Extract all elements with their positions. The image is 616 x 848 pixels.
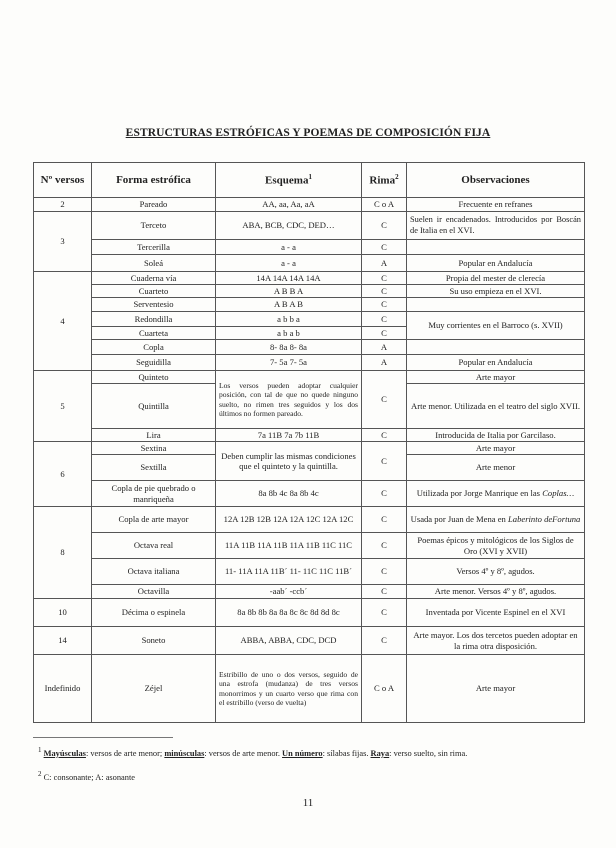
rima-cell: C — [362, 599, 407, 627]
observaciones-cell — [407, 240, 585, 255]
forma-cell: Cuarteto — [92, 285, 216, 298]
esquema-cell: -aab´ -ccb´ — [216, 585, 362, 599]
esquema-cell: a - a — [216, 240, 362, 255]
rima-cell: C — [362, 533, 407, 559]
esquema-cell: ABA, BCB, CDC, DED… — [216, 212, 362, 240]
table-row — [34, 371, 585, 384]
footnote-divider — [33, 737, 173, 738]
forma-cell: Lira — [92, 429, 216, 442]
forma-cell: Pareado — [92, 198, 216, 212]
rima-cell: C — [362, 312, 407, 327]
table-row — [34, 312, 585, 327]
forma-cell: Copla — [92, 340, 216, 355]
rima-cell: C o A — [362, 655, 407, 723]
forma-cell: Redondilla — [92, 312, 216, 327]
observaciones-cell: Introducida de Italia por Garcilaso. — [407, 429, 585, 442]
rima-cell: C — [362, 429, 407, 442]
rima-cell: C — [362, 298, 407, 312]
table-row — [34, 340, 585, 355]
rima-cell: C — [362, 240, 407, 255]
esquema-cell: Estribillo de uno o dos versos, seguido de una estrofa (mudanza) de tres versos monorrimos y un cuarto verso que rima con el estribillo (verso de vuelta) — [216, 655, 362, 723]
strophe-table — [33, 162, 585, 723]
observaciones-cell: Arte mayor — [407, 442, 585, 455]
observaciones-cell: Versos 4º y 8º, agudos. — [407, 559, 585, 585]
rima-cell: A — [362, 255, 407, 272]
rima-cell: C — [362, 272, 407, 285]
table-row — [34, 429, 585, 442]
table-row — [34, 627, 585, 655]
forma-cell: Octava real — [92, 533, 216, 559]
esquema-cell: 8a 8b 4c 8a 8b 4c — [216, 481, 362, 507]
observaciones-cell: Arte menor. Utilizada en el teatro del siglo XVII. — [407, 384, 585, 429]
observaciones-cell: Arte menor — [407, 455, 585, 481]
page-number: 11 — [302, 797, 314, 809]
table-row — [34, 507, 585, 533]
versos-cell: 8 — [34, 507, 92, 599]
versos-cell: 3 — [34, 212, 92, 272]
header-rima: Rima$^2$ — [362, 163, 407, 198]
versos-cell: 2 — [34, 198, 92, 212]
observaciones-cell: Popular en Andalucía — [407, 255, 585, 272]
observaciones-cell: Arte mayor — [407, 655, 585, 723]
versos-cell: 4 — [34, 272, 92, 371]
forma-cell: Octava italiana — [92, 559, 216, 585]
versos-cell: 6 — [34, 442, 92, 507]
observaciones-cell: Su uso empieza en el XVI. — [407, 285, 585, 298]
table-row — [34, 240, 585, 255]
forma-cell: Copla de pie quebrado o manriqueña — [92, 481, 216, 507]
esquema-cell: 11A 11B 11A 11B 11A 11B 11C 11C — [216, 533, 362, 559]
versos-cell: 14 — [34, 627, 92, 655]
table-row — [34, 481, 585, 507]
observaciones-cell: Frecuente en refranes — [407, 198, 585, 212]
esquema-cell: 11- 11A 11A 11B´ 11- 11C 11C 11B´ — [216, 559, 362, 585]
esquema-cell: ABBA, ABBA, CDC, DCD — [216, 627, 362, 655]
observaciones-cell — [407, 340, 585, 355]
table-row — [34, 533, 585, 559]
forma-cell: Soleá — [92, 255, 216, 272]
forma-cell: Cuarteta — [92, 327, 216, 340]
page-title: ESTRUCTURAS ESTRÓFICAS Y POEMAS DE COMPOSICIÓN FIJA — [125, 127, 491, 139]
esquema-cell: a b b a — [216, 312, 362, 327]
footnote-1: $^1$ Mayúsculas: versos de arte menor; minúsculas: versos de arte menor. Un número: sílabas fijas. Raya: verso suelto, sin rima. — [38, 746, 468, 758]
forma-cell: Quintilla — [92, 384, 216, 429]
forma-cell: Décima o espinela — [92, 599, 216, 627]
observaciones-cell: Popular en Andalucía — [407, 355, 585, 371]
esquema-cell: A B A B — [216, 298, 362, 312]
table-row — [34, 198, 585, 212]
observaciones-cell: Muy corrientes en el Barroco (s. XVII) — [407, 312, 585, 340]
rima-cell: C — [362, 481, 407, 507]
observaciones-cell: Inventada por Vicente Espinel en el XVI — [407, 599, 585, 627]
rima-cell: C — [362, 627, 407, 655]
table-row — [34, 585, 585, 599]
observaciones-cell: Arte mayor — [407, 371, 585, 384]
table-row — [34, 599, 585, 627]
rima-cell: C — [362, 327, 407, 340]
versos-cell: Indefinido — [34, 655, 92, 723]
header-versos: Nº versos — [34, 163, 92, 198]
table-row — [34, 212, 585, 240]
forma-cell: Tercerilla — [92, 240, 216, 255]
observaciones-cell: Suelen ir encadenados. Introducidos por Boscán de Italia en el XVI. — [407, 212, 585, 240]
rima-cell: C — [362, 585, 407, 599]
esquema-cell: Los versos pueden adoptar cualquier posición, con tal de que no quede ninguno suelto, no rimen tres seguidos y los dos últimos no formen pareado. — [216, 371, 362, 429]
esquema-cell: A B B A — [216, 285, 362, 298]
versos-cell: 10 — [34, 599, 92, 627]
rima-cell: C — [362, 442, 407, 481]
header-observaciones: Observaciones — [407, 163, 585, 198]
observaciones-cell: Usada por Juan de Mena en Laberinto deFortuna — [407, 507, 585, 533]
table-row — [34, 355, 585, 371]
esquema-cell: 12A 12B 12B 12A 12A 12C 12A 12C — [216, 507, 362, 533]
esquema-cell: a b a b — [216, 327, 362, 340]
observaciones-cell: Propia del mester de clerecía — [407, 272, 585, 285]
rima-cell: C o A — [362, 198, 407, 212]
rima-cell: C — [362, 559, 407, 585]
observaciones-cell: Arte menor. Versos 4º y 8º, agudos. — [407, 585, 585, 599]
table-row — [34, 272, 585, 285]
table-row — [34, 298, 585, 312]
esquema-cell: 8a 8b 8b 8a 8a 8c 8c 8d 8d 8c — [216, 599, 362, 627]
table-row — [34, 442, 585, 455]
esquema-cell: 7- 5a 7- 5a — [216, 355, 362, 371]
forma-cell: Serventesio — [92, 298, 216, 312]
rima-cell: C — [362, 371, 407, 429]
forma-cell: Cuaderna vía — [92, 272, 216, 285]
esquema-cell: 14A 14A 14A 14A — [216, 272, 362, 285]
esquema-cell: a - a — [216, 255, 362, 272]
forma-cell: Sextilla — [92, 455, 216, 481]
forma-cell: Soneto — [92, 627, 216, 655]
esquema-cell: 8- 8a 8- 8a — [216, 340, 362, 355]
esquema-cell: AA, aa, Aa, aA — [216, 198, 362, 212]
header-row — [34, 163, 585, 198]
esquema-cell: 7a 11B 7a 7b 11B — [216, 429, 362, 442]
table-row — [34, 285, 585, 298]
observaciones-cell: Arte mayor. Los dos tercetos pueden adoptar en la rima otra disposición. — [407, 627, 585, 655]
observaciones-cell: Poemas épicos y mitológicos de los Siglos de Oro (XVI y XVII) — [407, 533, 585, 559]
esquema-cell: Deben cumplir las mismas condiciones que el quinteto y la quintilla. — [216, 442, 362, 481]
table-row — [34, 255, 585, 272]
rima-cell: A — [362, 355, 407, 371]
footnote-2: $^2$ C: consonante; A: asonante — [38, 770, 136, 782]
forma-cell: Terceto — [92, 212, 216, 240]
observaciones-cell — [407, 298, 585, 312]
rima-cell: C — [362, 285, 407, 298]
forma-cell: Copla de arte mayor — [92, 507, 216, 533]
forma-cell: Sextina — [92, 442, 216, 455]
table-row — [34, 559, 585, 585]
forma-cell: Zéjel — [92, 655, 216, 723]
forma-cell: Seguidilla — [92, 355, 216, 371]
versos-cell: 5 — [34, 371, 92, 442]
forma-cell: Quinteto — [92, 371, 216, 384]
header-esquema: Esquema$^1$ — [216, 163, 362, 198]
rima-cell: A — [362, 340, 407, 355]
observaciones-cell: Utilizada por Jorge Manrique en las Coplas… — [407, 481, 585, 507]
rima-cell: C — [362, 212, 407, 240]
table-row — [34, 655, 585, 723]
rima-cell: C — [362, 507, 407, 533]
header-forma: Forma estrófica — [92, 163, 216, 198]
forma-cell: Octavilla — [92, 585, 216, 599]
